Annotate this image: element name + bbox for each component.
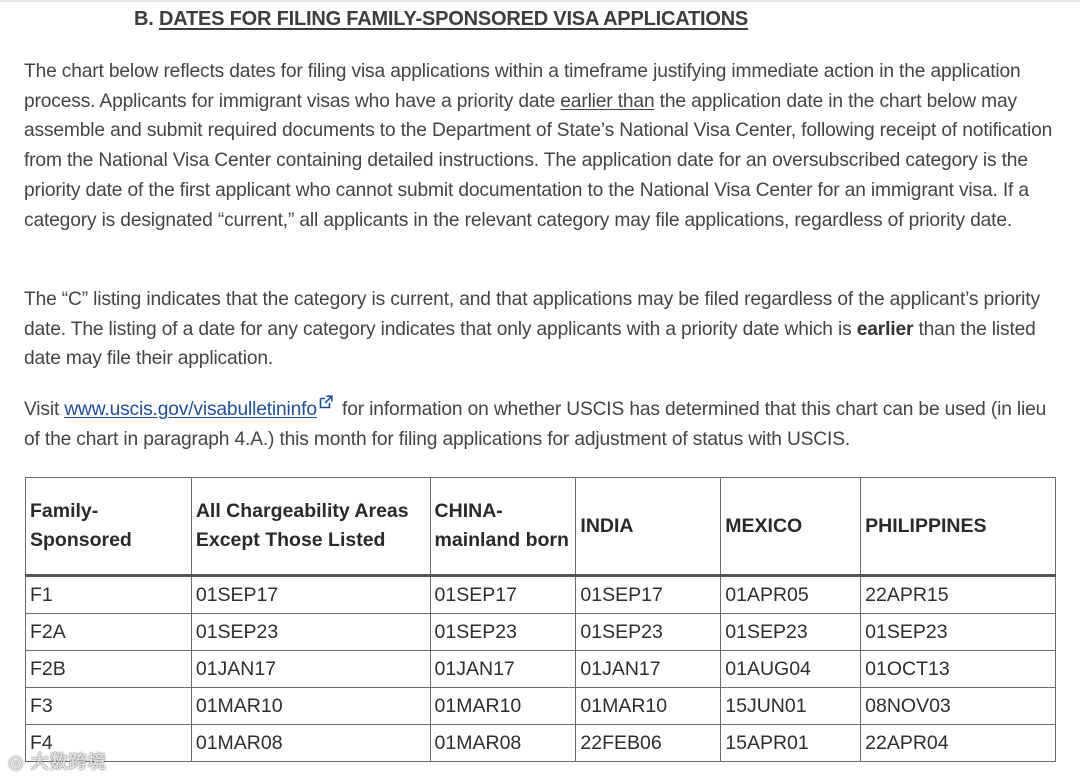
date-cell: 15APR01 [721,725,861,762]
header-china-mainland: CHINA-mainland born [430,478,576,576]
table-row [26,651,1056,688]
intro-paragraph [24,57,1064,235]
header-philippines: PHILIPPINES [861,478,1056,576]
date-cell: 22APR04 [861,725,1056,762]
date-cell: 01SEP17 [191,576,430,614]
category-cell: F1 [26,576,192,614]
date-cell: 01MAR10 [430,688,576,725]
table-row [26,688,1056,725]
c-listing-text-1: The “C” listing indicates that the category is current, and that applications may be filed regardless of the applicant’s priority date. The listing of a date for any category indicates that only applicants with a priority date which is [24,289,1040,340]
table-header-row [26,478,1056,576]
date-cell: 01SEP17 [576,576,721,614]
section-title: DATES FOR FILING FAMILY-SPONSORED VISA APPLICATIONS [158,8,749,30]
c-listing-paragraph [24,285,1064,374]
header-india: INDIA [576,478,721,576]
table-row [26,576,1056,614]
date-cell: 01SEP23 [721,614,861,651]
filing-dates-table [25,477,1056,762]
visit-paragraph [24,395,1064,454]
intro-text-1: The chart below reflects dates for filing visa applications within a timeframe justifying immediate action in the application process. Applicants for immigrant visas who have a priority date [24,61,1021,112]
external-link-icon[interactable] [319,395,333,409]
date-cell: 01APR05 [721,576,861,614]
date-cell: 01JAN17 [191,651,430,688]
date-cell: 01MAR08 [430,725,576,762]
date-cell: 01MAR10 [576,688,721,725]
section-heading [134,8,748,31]
date-cell: 22APR15 [861,576,1056,614]
category-cell: F4 [26,725,192,762]
date-cell: 01OCT13 [861,651,1056,688]
header-mexico: MEXICO [721,478,861,576]
date-cell: 01AUG04 [721,651,861,688]
watermark-logo-icon: ◎ [8,752,31,772]
header-family-sponsored: Family-Sponsored [26,478,192,576]
category-cell: F2B [26,651,192,688]
date-cell: 01JAN17 [576,651,721,688]
table-row [26,614,1056,651]
c-listing-bold-text: earlier [856,318,914,340]
date-cell: 01SEP23 [576,614,721,651]
top-divider [0,0,1080,2]
section-letter: B. [134,8,154,30]
c-listing-text-2: than the listed date may file their application. [24,318,1036,370]
category-cell: F3 [26,688,192,725]
visit-suffix: for information on whether USCIS has determined that this chart can be used (in lieu of the chart in paragraph 4.A.) this month for filing applications for adjustment of status with USCIS. [24,399,1047,450]
watermark-text: 大数跨境 [30,752,107,772]
date-cell: 01SEP23 [861,614,1056,651]
date-cell: 01MAR10 [191,688,430,725]
header-all-chargeability: All Chargeability Areas Except Those Listed [191,478,430,576]
category-cell: F2A [26,614,192,651]
visit-prefix: Visit [24,399,65,420]
date-cell: 22FEB06 [576,725,721,762]
date-cell: 15JUN01 [721,688,861,725]
date-cell: 01SEP23 [430,614,576,651]
watermark [8,748,107,774]
date-cell: 01MAR08 [191,725,430,762]
intro-text-2: the application date in the chart below may assemble and submit required documents to the Department of State’s National Visa Center, following receipt of notification from the National Visa Center containing detailed instructions. The application date for an oversubscribed category is the priority date of the first applicant who cannot submit documentation to the National Visa Center for an immigrant visa. If a category is designated “current,” all applicants in the relevant category may file applications, regardless of priority date. [24,90,1053,231]
table-row [26,725,1056,762]
uscis-visa-bulletin-link[interactable]: www.uscis.gov/visabulletininfo [64,399,317,420]
date-cell: 01JAN17 [430,651,576,688]
intro-underlined-text: earlier than [560,90,655,112]
date-cell: 01SEP17 [430,576,576,614]
date-cell: 01SEP23 [191,614,430,651]
date-cell: 08NOV03 [861,688,1056,725]
